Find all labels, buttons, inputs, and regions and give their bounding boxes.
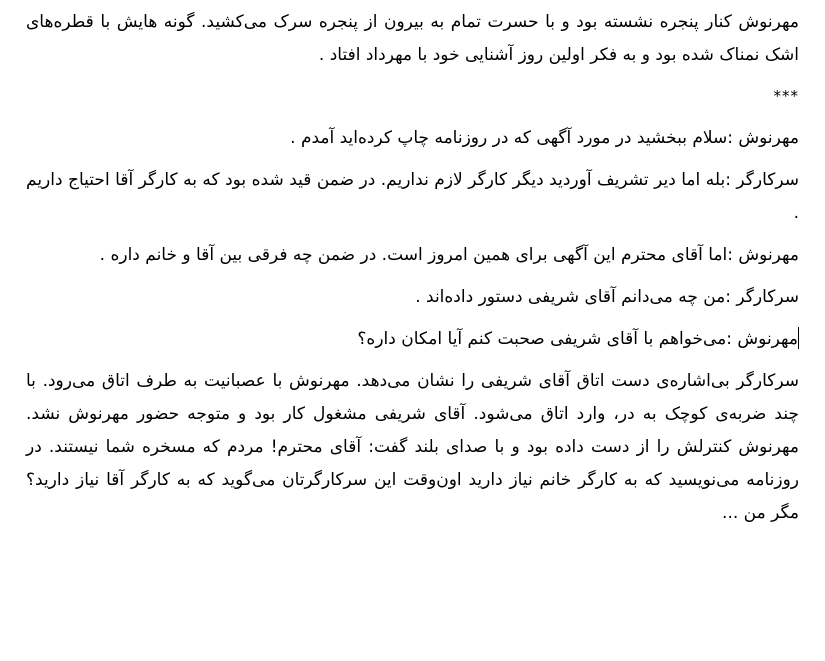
paragraph-opening: مهرنوش کنار پنجره نشسته بود و با حسرت تمام به بیرون از پنجره سرک می‌کشید. گونه هایش با قطره‌های اشک نمناک شده بود و به فکر اولین روز آشنایی خود با مهرداد افتاد .	[26, 12, 799, 65]
dialogue-mehrnoush-3-container[interactable]	[26, 323, 799, 356]
dialogue-mehrnoush-1: مهرنوش :سلام ببخشید در مورد آگهی که در روزنامه چاپ کرده‌اید آمدم .	[290, 128, 799, 148]
dialogue-mehrnoush-3: مهرنوش :می‌خواهم با آقای شریفی صحبت کنم آیا امکان داره؟	[357, 329, 798, 349]
dialogue-mehrnoush-2: مهرنوش :اما آقای محترم این آگهی برای همین امروز است. در ضمن چه فرقی بین آقا و خانم داره .	[99, 245, 799, 265]
document-body	[26, 6, 799, 539]
dialogue-foreman-1: سرکارگر :بله اما دیر تشریف آوردید دیگر کارگر لازم نداریم. در ضمن قید شده بود که به کارگر آقا احتیاج داریم .	[26, 170, 799, 223]
section-separator: ***	[773, 87, 799, 105]
paragraph-narration: سرکارگر بی‌اشاره‌ی دست اتاق آقای شریفی را نشان می‌دهد. مهرنوش با عصبانیت به طرف اتاق می‌رود. با چند ضربه‌ی کوچک به در، وارد اتاق می‌شود. آقای شریفی مشغول کار بود و متوجه حضور مهرنوش نشد. مهرنوش کنترلش را از دست داده بود و با صدای بلند گفت: آقای محترم! مردم که مسخره شما نیستند. در روزنامه می‌نویسید که به کارگر خانم نیاز دارید اون‌وقت این سرکارگرتان می‌گوید که به کارگر آقا نیاز دارید؟ مگر من ...	[26, 371, 799, 523]
text-cursor	[798, 327, 799, 349]
dialogue-foreman-2: سرکارگر :من چه می‌دانم آقای شریفی دستور داده‌اند .	[415, 287, 799, 307]
